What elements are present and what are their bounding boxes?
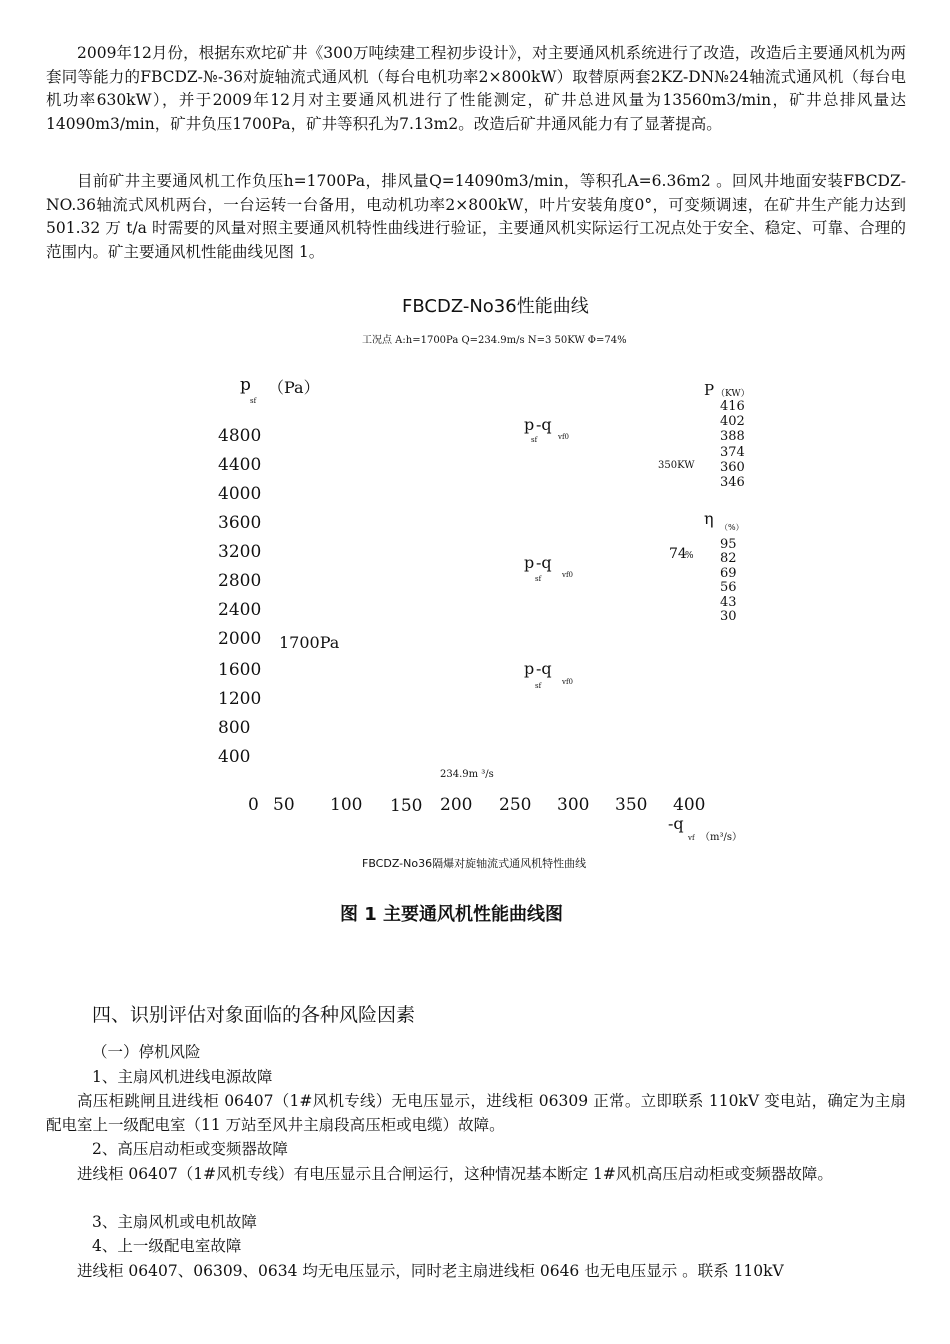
x-axis-unit: （m³/s） <box>700 832 742 843</box>
x-tick: 250 <box>499 795 532 815</box>
y-tick: 4000 <box>218 484 262 504</box>
figure-subtitle: 工况点 A:h=1700Pa Q=234.9m/s N=3 50KW Φ=74% <box>362 335 627 346</box>
x-axis-label: -q <box>668 814 684 833</box>
x-tick: 300 <box>557 795 590 815</box>
curve-label-sub: vf0 <box>558 433 569 441</box>
curve-label-q: -q <box>536 415 552 434</box>
x-tick: 0 <box>248 795 259 815</box>
efficiency-tick: 82 <box>720 551 737 566</box>
y-tick: 2800 <box>218 571 262 591</box>
figure-caption: 图 1 主要通风机性能曲线图 <box>340 904 564 925</box>
power-tick: 374 <box>720 445 745 460</box>
curve-label-q: -q <box>536 659 552 678</box>
operating-pressure-label: 1700Pa <box>279 633 340 652</box>
y-tick: 3600 <box>218 513 262 533</box>
intro-paragraph-1: 2009年12月份，根据东欢坨矿井《300万吨续建工程初步设计》，对主要通风机系统进行了改造，改造后主要通风机为两套同等能力的FBCDZ-№-36对旋轴流式通风机（每台电机功率2×800kW）取替原两套2KZ-DN№24轴流式通风机（每台电机功率630kW），并于2009年12月对主要通风机进行了性能测定，矿井总进风量为13560m3/min，矿井总排风量达14090m3/min，矿井负压1700Pa，矿井等积孔为7.13m2。改造后矿井通风能力有了显著提高。 <box>46 44 906 133</box>
efficiency-marker-label: 74 <box>669 546 687 562</box>
list-item-text: 进线柜 06407（1#风机专线）有电压显示且合闸运行，这种情况基本断定 1#风机高压启动柜或变频器故障。 <box>77 1165 833 1183</box>
left-axis-unit: （Pa） <box>268 378 320 397</box>
efficiency-tick: 56 <box>720 580 737 595</box>
curve-label-p: p <box>524 659 535 678</box>
x-tick: 350 <box>615 795 648 815</box>
curve-label-q: -q <box>536 553 552 572</box>
curve-label-sub: vf0 <box>562 571 573 579</box>
x-tick: 100 <box>330 795 363 815</box>
y-tick: 4400 <box>218 455 262 475</box>
intro-paragraph-2: 目前矿井主要通风机工作负压h=1700Pa，排风量Q=14090m3/min，等积孔A=6.36m2 。回风井地面安装FBCDZ-NO.36轴流式风机两台，一台运转一台备用，电动机功率2×800kW，叶片安装角度0°，可变频调速，在矿井生产能力达到 501.32 万 t/a 时需要的风量对照主要通风机特性曲线进行验证，主要通风机实际运行工况点处于安全、稳定、可靠、合理的范围内。矿主要通风机性能曲线见图 1。 <box>46 172 906 261</box>
y-tick: 2400 <box>218 600 262 620</box>
list-item-text: 进线柜 06407、06309、0634 均无电压显示，同时老主扇进线柜 0646 也无电压显示 。联系 110kV <box>77 1262 784 1280</box>
power-marker-label: 350KW <box>658 460 695 471</box>
operating-flow-label: 234.9m ³/s <box>440 769 494 780</box>
subsection-heading: （一）停机风险 <box>92 1043 201 1061</box>
list-item-heading: 3、主扇风机或电机故障 <box>92 1213 257 1231</box>
power-axis-unit: （KW） <box>716 389 750 399</box>
left-axis-sub: sf <box>250 397 257 405</box>
section-heading: 四、识别评估对象面临的各种风险因素 <box>92 1004 416 1026</box>
y-tick: 800 <box>218 718 251 738</box>
y-tick: 400 <box>218 747 251 767</box>
curve-label-sub: sf <box>535 682 542 690</box>
list-item-heading: 1、主扇风机进线电源故障 <box>92 1068 273 1086</box>
power-tick: 360 <box>720 460 745 475</box>
x-tick: 200 <box>440 795 473 815</box>
y-tick: 1200 <box>218 689 262 709</box>
efficiency-tick: 69 <box>720 566 737 581</box>
efficiency-tick: 43 <box>720 595 737 610</box>
power-tick: 346 <box>720 475 745 490</box>
y-tick: 3200 <box>218 542 262 562</box>
y-tick: 4800 <box>218 426 262 446</box>
power-tick: 402 <box>720 414 745 429</box>
x-tick: 400 <box>673 795 706 815</box>
x-tick: 150 <box>390 796 423 816</box>
curve-label-p: p <box>524 415 535 434</box>
curve-label-sub: vf0 <box>562 678 573 686</box>
list-item-heading: 2、高压启动柜或变频器故障 <box>92 1140 288 1158</box>
power-axis-symbol: P <box>704 381 715 399</box>
efficiency-marker-pct: % <box>685 551 694 561</box>
curve-label-sub: sf <box>531 436 538 444</box>
efficiency-axis-unit: （%） <box>720 523 744 532</box>
curve-label-sub: sf <box>535 575 542 583</box>
x-tick: 50 <box>273 795 295 815</box>
y-tick: 2000 <box>218 629 262 649</box>
list-item-text: 高压柜跳闸且进线柜 06407（1#风机专线）无电压显示，进线柜 06309 正常。立即联系 110kV 变电站，确定为主扇配电室上一级配电室（11 万站至风井主扇段高压柜或电缆）故障。 <box>46 1092 906 1134</box>
left-axis-symbol: p <box>240 375 251 395</box>
x-axis-sub: vf <box>688 834 695 842</box>
y-tick: 1600 <box>218 660 262 680</box>
list-item-heading: 4、上一级配电室故障 <box>92 1237 242 1255</box>
power-tick: 388 <box>720 429 745 444</box>
efficiency-tick: 30 <box>720 609 737 624</box>
power-tick: 416 <box>720 399 745 414</box>
efficiency-tick: 95 <box>720 537 737 552</box>
efficiency-axis-symbol: η <box>704 509 714 528</box>
curve-label-p: p <box>524 553 535 572</box>
figure-caption-small: FBCDZ-No36隔爆对旋轴流式通风机特性曲线 <box>362 857 587 870</box>
figure-title: FBCDZ-No36性能曲线 <box>402 296 589 317</box>
